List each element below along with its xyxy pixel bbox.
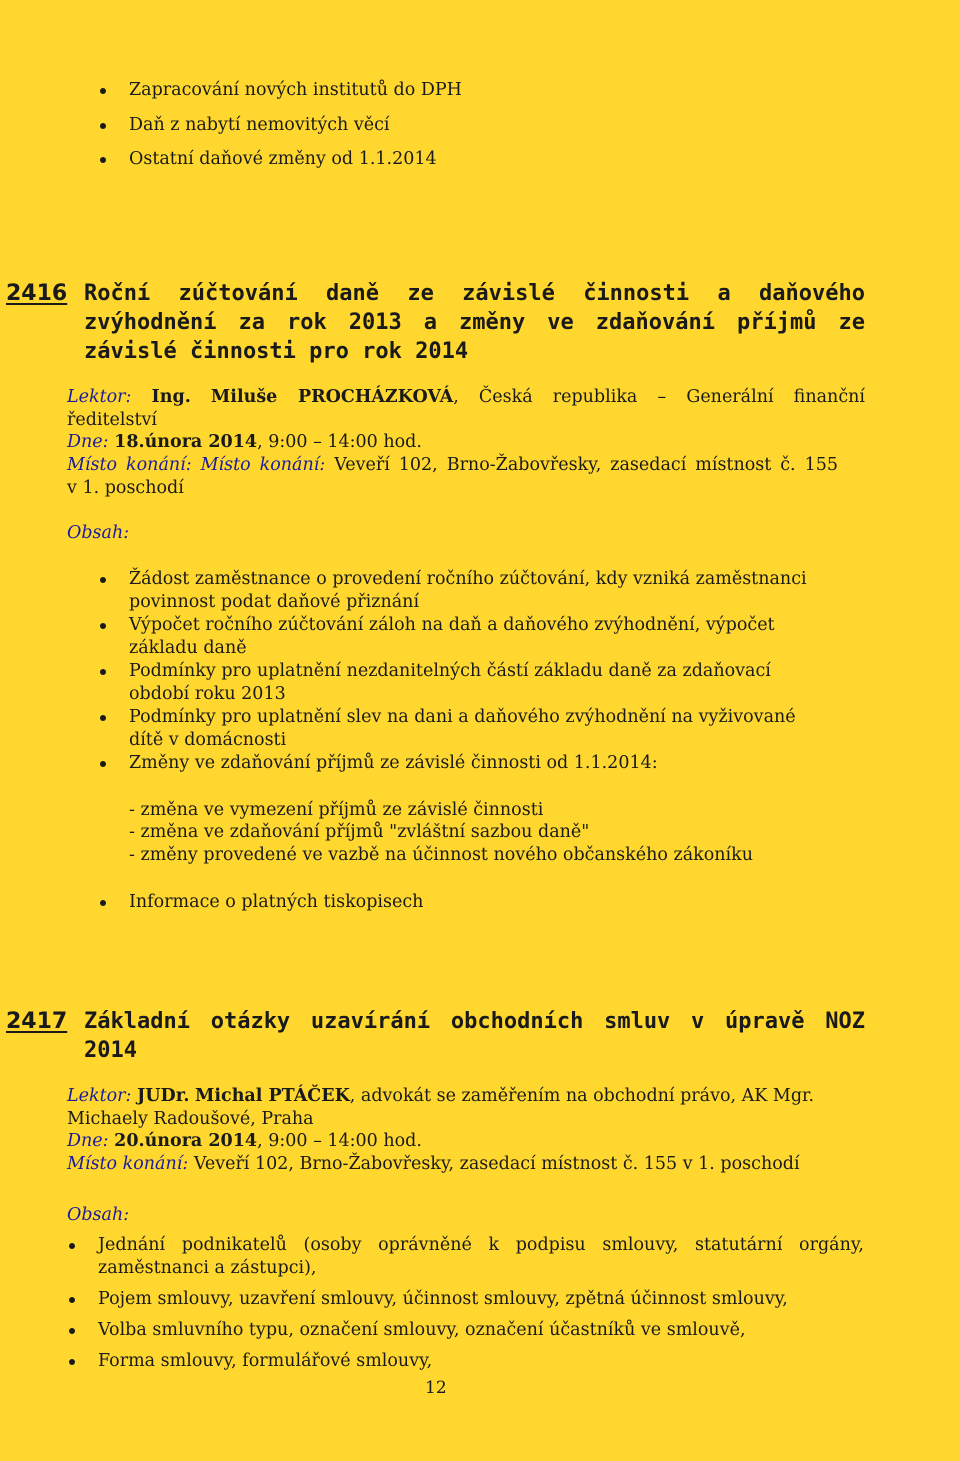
list-item-cont: dítě v domácnosti bbox=[129, 730, 287, 750]
course-number: 2416 bbox=[6, 281, 68, 306]
list-item: Výpočet ročního zúčtování záloh na daň a daňového zvýhodnění, výpočet bbox=[129, 615, 775, 635]
bullet bbox=[100, 577, 106, 583]
bullet bbox=[100, 900, 106, 906]
list-item-cont: základu daně bbox=[129, 638, 247, 658]
venue-label: Místo konání: bbox=[67, 1154, 189, 1174]
lecturer-org-cont: ředitelství bbox=[67, 410, 158, 430]
bullet bbox=[100, 157, 106, 163]
lecturer-line bbox=[67, 386, 865, 409]
date-line bbox=[67, 1130, 422, 1153]
content-label: Obsah: bbox=[67, 523, 130, 543]
sub-item: - změna ve vymezení příjmů ze závislé činnosti bbox=[129, 800, 544, 820]
course-title-line: 2014 bbox=[84, 1038, 137, 1063]
lecturer-org: , advokát se zaměřením na obchodní právo, AK Mgr. bbox=[349, 1086, 815, 1106]
list-item-cont: zaměstnanci a zástupci), bbox=[98, 1258, 317, 1278]
bullet bbox=[100, 715, 106, 721]
lecturer-name: Michal PTÁČEK bbox=[195, 1086, 350, 1106]
list-item: Informace o platných tiskopisech bbox=[129, 892, 424, 912]
course-title-line: Roční zúčtování daně ze závislé činnosti a daňového bbox=[84, 281, 865, 306]
venue-line-cont: v 1. poschodí bbox=[67, 478, 184, 498]
list-item: Podmínky pro uplatnění nezdanitelných částí základu daně za zdaňovací bbox=[129, 661, 771, 681]
list-item: Ostatní daňové změny od 1.1.2014 bbox=[129, 149, 437, 169]
venue-line bbox=[67, 1153, 800, 1176]
page-number: 12 bbox=[425, 1378, 447, 1398]
time-value: , 9:00 – 14:00 hod. bbox=[257, 1131, 422, 1151]
list-item: Jednání podnikatelů (osoby oprávněné k podpisu smlouvy, statutární orgány, bbox=[98, 1235, 864, 1255]
lecturer-org-cont: Michaely Radoušové, Praha bbox=[67, 1109, 314, 1129]
list-item: Zapracování nových institutů do DPH bbox=[129, 80, 462, 100]
course-title-line: zvýhodnění za rok 2013 a změny ve zdaňování příjmů ze bbox=[84, 310, 865, 335]
venue-value: Veveří 102, Brno-Žabovřesky, zasedací místnost č. 155 bbox=[325, 455, 838, 475]
course-number: 2417 bbox=[6, 1009, 68, 1034]
bullet bbox=[100, 669, 106, 675]
lecturer-name: Miluše PROCHÁZKOVÁ bbox=[210, 387, 454, 407]
list-item: Pojem smlouvy, uzavření smlouvy, účinnost smlouvy, zpětná účinnost smlouvy, bbox=[98, 1289, 788, 1309]
list-item: Žádost zaměstnance o provedení ročního zúčtování, kdy vzniká zaměstnanci bbox=[129, 569, 807, 589]
bullet bbox=[100, 88, 106, 94]
bullet bbox=[100, 123, 106, 129]
date-label: Dne: bbox=[67, 432, 109, 452]
bullet bbox=[100, 761, 106, 767]
bullet bbox=[100, 623, 106, 629]
bullet bbox=[69, 1359, 75, 1365]
lecturer-line bbox=[67, 1085, 814, 1108]
lecturer-title: JUDr. bbox=[137, 1086, 190, 1106]
course-title-line: závislé činnosti pro rok 2014 bbox=[84, 339, 469, 364]
venue-label: Místo konání: Místo konání: bbox=[67, 455, 326, 475]
lecturer-label: Lektor: bbox=[67, 387, 132, 407]
venue-value: Veveří 102, Brno-Žabovřesky, zasedací místnost č. 155 v 1. poschodí bbox=[188, 1154, 800, 1174]
lecturer-label: Lektor: bbox=[67, 1086, 132, 1106]
lecturer-title: Ing. bbox=[151, 387, 191, 407]
list-item: Forma smlouvy, formulářové smlouvy, bbox=[98, 1351, 433, 1371]
date-line bbox=[67, 431, 422, 454]
lecturer-org: , Česká republika – Generální finanční bbox=[453, 387, 865, 407]
course-title-line: Základní otázky uzavírání obchodních smluv v úpravě NOZ bbox=[84, 1009, 865, 1034]
bullet bbox=[69, 1243, 75, 1249]
list-item-cont: období roku 2013 bbox=[129, 684, 286, 704]
bullet bbox=[69, 1328, 75, 1334]
venue-line bbox=[67, 454, 838, 477]
date-value: 18.února 2014 bbox=[114, 432, 258, 452]
date-value: 20.února 2014 bbox=[114, 1131, 258, 1151]
sub-item: - změna ve zdaňování příjmů "zvláštní sazbou daně" bbox=[129, 822, 590, 842]
sub-item: - změny provedené ve vazbě na účinnost nového občanského zákoníku bbox=[129, 845, 754, 865]
time-value: , 9:00 – 14:00 hod. bbox=[257, 432, 422, 452]
date-label: Dne: bbox=[67, 1131, 109, 1151]
list-item-cont: povinnost podat daňové přiznání bbox=[129, 592, 420, 612]
list-item: Podmínky pro uplatnění slev na dani a daňového zvýhodnění na vyživované bbox=[129, 707, 796, 727]
bullet bbox=[69, 1297, 75, 1303]
list-item: Volba smluvního typu, označení smlouvy, označení účastníků ve smlouvě, bbox=[98, 1320, 746, 1340]
list-item: Daň z nabytí nemovitých věcí bbox=[129, 115, 390, 135]
list-item: Změny ve zdaňování příjmů ze závislé činnosti od 1.1.2014: bbox=[129, 753, 658, 773]
content-label: Obsah: bbox=[67, 1205, 130, 1225]
